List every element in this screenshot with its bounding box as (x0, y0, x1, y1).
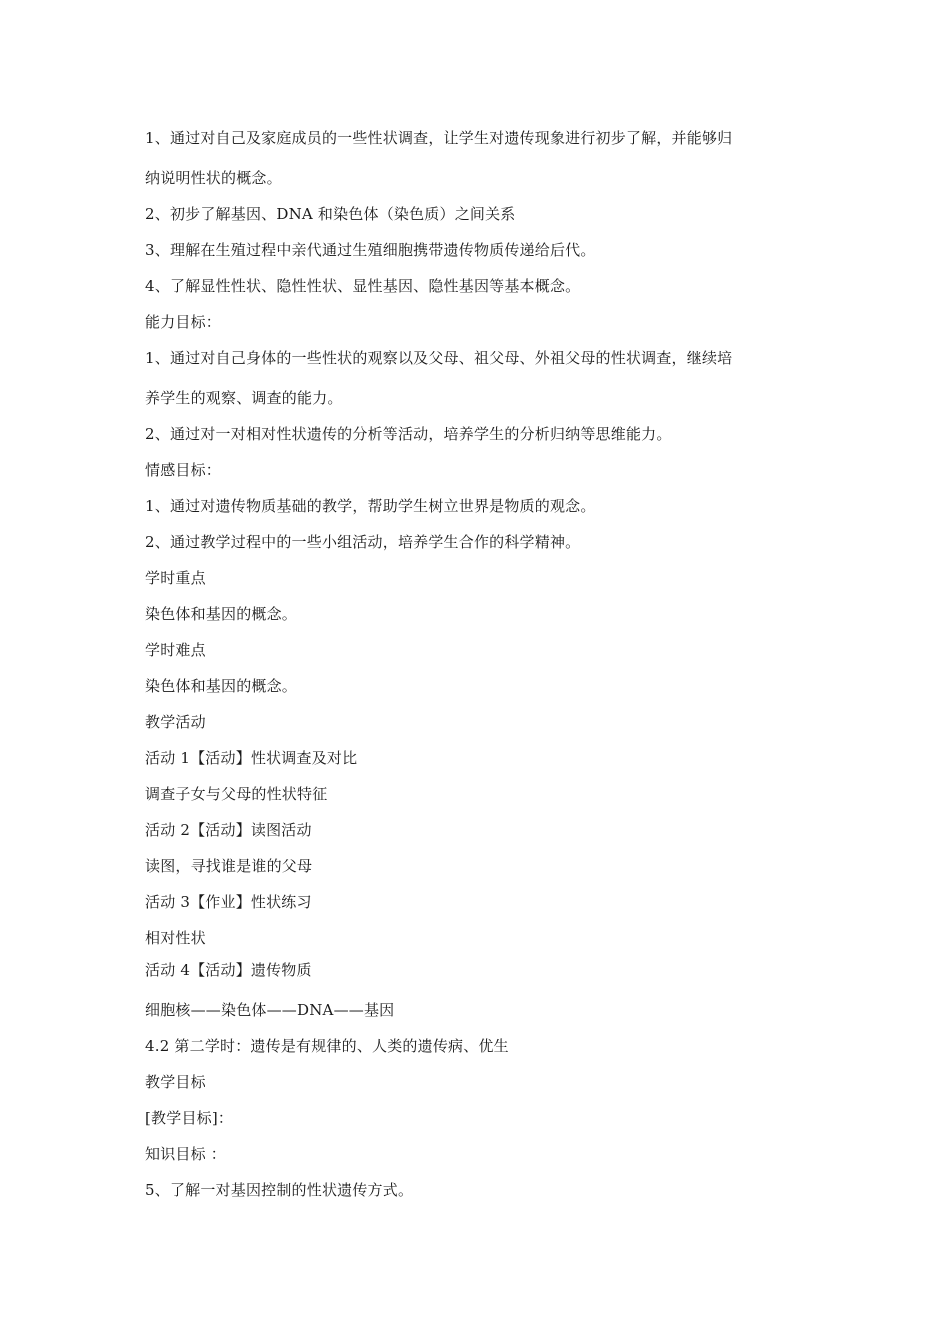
section-heading: [教学目标]： (145, 1109, 234, 1127)
section-heading: 学时难点 (145, 641, 206, 659)
section-heading: 情感目标： (145, 461, 222, 479)
text-line: 1、通过对自己身体的一些性状的观察以及父母、祖父母、外祖父母的性状调查，继续培 (145, 349, 733, 367)
text-line: 染色体和基因的概念。 (145, 605, 298, 623)
text-line: 读图，寻找谁是谁的父母 (145, 857, 313, 875)
text-line: 2、初步了解基因、DNA 和染色体（染色质）之间关系 (145, 205, 516, 223)
activity-heading: 活动 4【活动】遗传物质 (145, 961, 312, 979)
text-line: 养学生的观察、调查的能力。 (145, 389, 343, 407)
section-heading: 学时重点 (145, 569, 206, 587)
activity-heading: 活动 2【活动】读图活动 (145, 821, 312, 839)
text-line: 1、通过对遗传物质基础的教学，帮助学生树立世界是物质的观念。 (145, 497, 596, 515)
activity-heading: 活动 3【作业】性状练习 (145, 893, 312, 911)
section-heading: 知识目标 ： (145, 1145, 226, 1163)
text-line: 2、通过教学过程中的一些小组活动，培养学生合作的科学精神。 (145, 533, 581, 551)
text-line: 细胞核——染色体——DNA——基因 (145, 1001, 395, 1019)
text-line: 4、了解显性性状、隐性性状、显性基因、隐性基因等基本概念。 (145, 277, 581, 295)
text-line: 3、理解在生殖过程中亲代通过生殖细胞携带遗传物质传递给后代。 (145, 241, 596, 259)
text-line: 2、通过对一对相对性状遗传的分析等活动，培养学生的分析归纳等思维能力。 (145, 425, 672, 443)
section-heading: 能力目标： (145, 313, 222, 331)
text-line: 染色体和基因的概念。 (145, 677, 298, 695)
text-line: 1、通过对自己及家庭成员的一些性状调查，让学生对遗传现象进行初步了解，并能够归 (145, 129, 733, 147)
section-heading: 4.2 第二学时：遗传是有规律的、人类的遗传病、优生 (145, 1037, 509, 1055)
text-line: 相对性状 (145, 929, 206, 947)
section-heading: 教学活动 (145, 713, 206, 731)
text-line: 纳说明性状的概念。 (145, 169, 282, 187)
activity-heading: 活动 1【活动】性状调查及对比 (145, 749, 358, 767)
section-heading: 教学目标 (145, 1073, 206, 1091)
text-line: 5、了解一对基因控制的性状遗传方式。 (145, 1181, 414, 1199)
text-line: 调查子女与父母的性状特征 (145, 785, 328, 803)
